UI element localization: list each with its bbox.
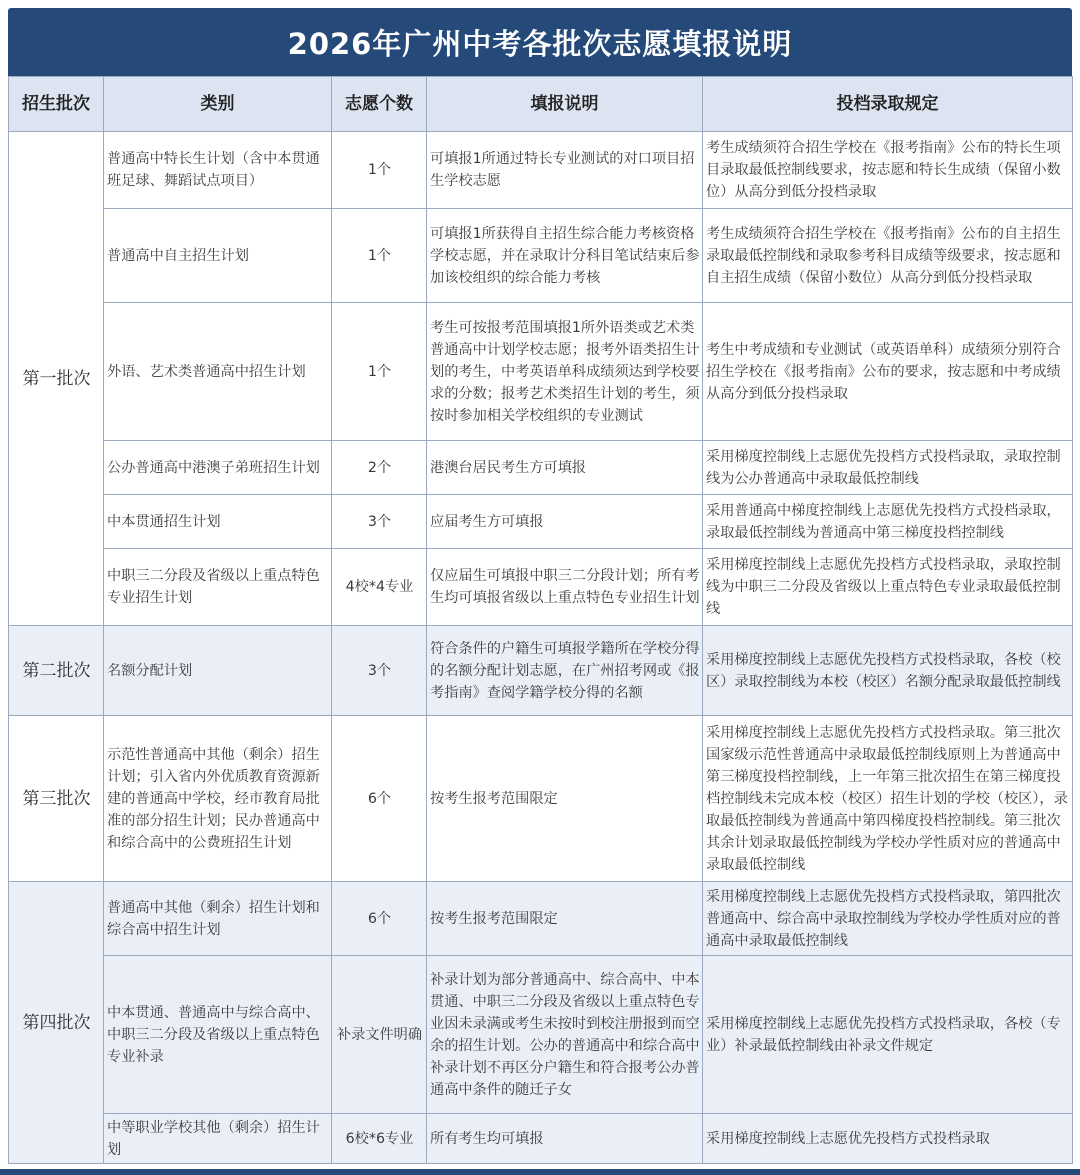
count-cell: 补录文件明确 — [332, 956, 427, 1114]
rules-cell: 采用梯度控制线上志愿优先投档方式投档录取，录取控制线为公办普通高中录取最低控制线 — [703, 441, 1073, 495]
category-cell: 公办普通高中港澳子弟班招生计划 — [104, 441, 332, 495]
count-cell: 3个 — [332, 495, 427, 549]
category-cell: 中本贯通、普通高中与综合高中、中职三二分段及省级以上重点特色专业补录 — [104, 956, 332, 1114]
count-cell: 2个 — [332, 441, 427, 495]
instructions-cell: 按考生报考范围限定 — [427, 882, 703, 956]
rules-cell: 采用梯度控制线上志愿优先投档方式投档录取，录取控制线为中职三二分段及省级以上重点特色专业录取最低控制线 — [703, 549, 1073, 626]
rules-cell: 采用梯度控制线上志愿优先投档方式投档录取，各校（校区）录取控制线为本校（校区）名额分配录取最低控制线 — [703, 626, 1073, 716]
category-cell: 普通高中其他（剩余）招生计划和综合高中招生计划 — [104, 882, 332, 956]
instructions-cell: 符合条件的户籍生可填报学籍所在学校分得的名额分配计划志愿，在广州招考网或《报考指南》查阅学籍学校分得的名额 — [427, 626, 703, 716]
table-row — [9, 549, 1073, 626]
category-cell: 中本贯通招生计划 — [104, 495, 332, 549]
table-row — [9, 303, 1073, 441]
instructions-cell: 所有考生均可填报 — [427, 1114, 703, 1164]
count-cell: 1个 — [332, 132, 427, 209]
batch-cell-1: 第一批次 — [9, 132, 104, 626]
count-cell: 6个 — [332, 882, 427, 956]
count-cell: 6个 — [332, 716, 427, 882]
footer-bar — [0, 1169, 1080, 1175]
table-row — [9, 716, 1073, 882]
table-row — [9, 626, 1073, 716]
header-rules: 投档录取规定 — [703, 77, 1073, 132]
category-cell: 示范性普通高中其他（剩余）招生计划；引入省内外优质教育资源新建的普通高中学校，经市教育局批准的部分招生计划；民办普通高中和综合高中的公费班招生计划 — [104, 716, 332, 882]
header-instructions: 填报说明 — [427, 77, 703, 132]
rules-cell: 考生中考成绩和专业测试（或英语单科）成绩须分别符合招生学校在《报考指南》公布的要求，按志愿和中考成绩从高分到低分投档录取 — [703, 303, 1073, 441]
instructions-cell: 应届考生方可填报 — [427, 495, 703, 549]
count-cell: 1个 — [332, 209, 427, 303]
rules-cell: 采用梯度控制线上志愿优先投档方式投档录取 — [703, 1114, 1073, 1164]
batch-cell-2: 第二批次 — [9, 626, 104, 716]
category-cell: 普通高中自主招生计划 — [104, 209, 332, 303]
rules-cell: 考生成绩须符合招生学校在《报考指南》公布的自主招生录取最低控制线和录取参考科目成绩等级要求，按志愿和自主招生成绩（保留小数位）从高分到低分投档录取 — [703, 209, 1073, 303]
count-cell: 4校*4专业 — [332, 549, 427, 626]
rules-cell: 采用梯度控制线上志愿优先投档方式投档录取，第四批次普通高中、综合高中录取控制线为学校办学性质对应的普通高中录取最低控制线 — [703, 882, 1073, 956]
rules-cell: 采用梯度控制线上志愿优先投档方式投档录取。第三批次国家级示范性普通高中录取最低控制线原则上为普通高中第三梯度投档控制线，上一年第三批次招生在第三梯度投档控制线未完成本校（校区）招生计划的学校（校区），录取最低控制线为普通高中第四梯度投档控制线。第三批次其余计划录取最低控制线为学校办学性质对应的普通高中录取最低控制线 — [703, 716, 1073, 882]
category-cell: 普通高中特长生计划（含中本贯通班足球、舞蹈试点项目） — [104, 132, 332, 209]
count-cell: 6校*6专业 — [332, 1114, 427, 1164]
table-row — [9, 441, 1073, 495]
instructions-cell: 仅应届生可填报中职三二分段计划；所有考生均可填报省级以上重点特色专业招生计划 — [427, 549, 703, 626]
table-row — [9, 495, 1073, 549]
admission-table — [8, 76, 1073, 1164]
header-batch: 招生批次 — [9, 77, 104, 132]
count-cell: 1个 — [332, 303, 427, 441]
instructions-cell: 按考生报考范围限定 — [427, 716, 703, 882]
batch-cell-3: 第三批次 — [9, 716, 104, 882]
category-cell: 外语、艺术类普通高中招生计划 — [104, 303, 332, 441]
instructions-cell: 补录计划为部分普通高中、综合高中、中本贯通、中职三二分段及省级以上重点特色专业因未录满或考生未按时到校注册报到而空余的招生计划。公办的普通高中和综合高中补录计划不再区分户籍生和符合报考公办普通高中条件的随迁子女 — [427, 956, 703, 1114]
header-count: 志愿个数 — [332, 77, 427, 132]
batch-cell-4: 第四批次 — [9, 882, 104, 1164]
table-header-row — [9, 77, 1073, 132]
rules-cell: 采用普通高中梯度控制线上志愿优先投档方式投档录取，录取最低控制线为普通高中第三梯度投档控制线 — [703, 495, 1073, 549]
table-row — [9, 882, 1073, 956]
instructions-cell: 考生可按报考范围填报1所外语类或艺术类普通高中计划学校志愿；报考外语类招生计划的考生，中考英语单科成绩须达到学校要求的分数；报考艺术类招生计划的考生，须按时参加相关学校组织的专业测试 — [427, 303, 703, 441]
page-title: 2026年广州中考各批次志愿填报说明 — [8, 8, 1072, 76]
instructions-cell: 港澳台居民考生方可填报 — [427, 441, 703, 495]
instructions-cell: 可填报1所通过特长专业测试的对口项目招生学校志愿 — [427, 132, 703, 209]
rules-cell: 考生成绩须符合招生学校在《报考指南》公布的特长生项目录取最低控制线要求，按志愿和特长生成绩（保留小数位）从高分到低分投档录取 — [703, 132, 1073, 209]
category-cell: 中职三二分段及省级以上重点特色专业招生计划 — [104, 549, 332, 626]
table-row — [9, 209, 1073, 303]
instructions-cell: 可填报1所获得自主招生综合能力考核资格学校志愿，并在录取计分科目笔试结束后参加该校组织的综合能力考核 — [427, 209, 703, 303]
table-row — [9, 1114, 1073, 1164]
header-category: 类别 — [104, 77, 332, 132]
count-cell: 3个 — [332, 626, 427, 716]
table-row — [9, 132, 1073, 209]
rules-cell: 采用梯度控制线上志愿优先投档方式投档录取，各校（专业）补录最低控制线由补录文件规定 — [703, 956, 1073, 1114]
category-cell: 中等职业学校其他（剩余）招生计划 — [104, 1114, 332, 1164]
table-row — [9, 956, 1073, 1114]
category-cell: 名额分配计划 — [104, 626, 332, 716]
